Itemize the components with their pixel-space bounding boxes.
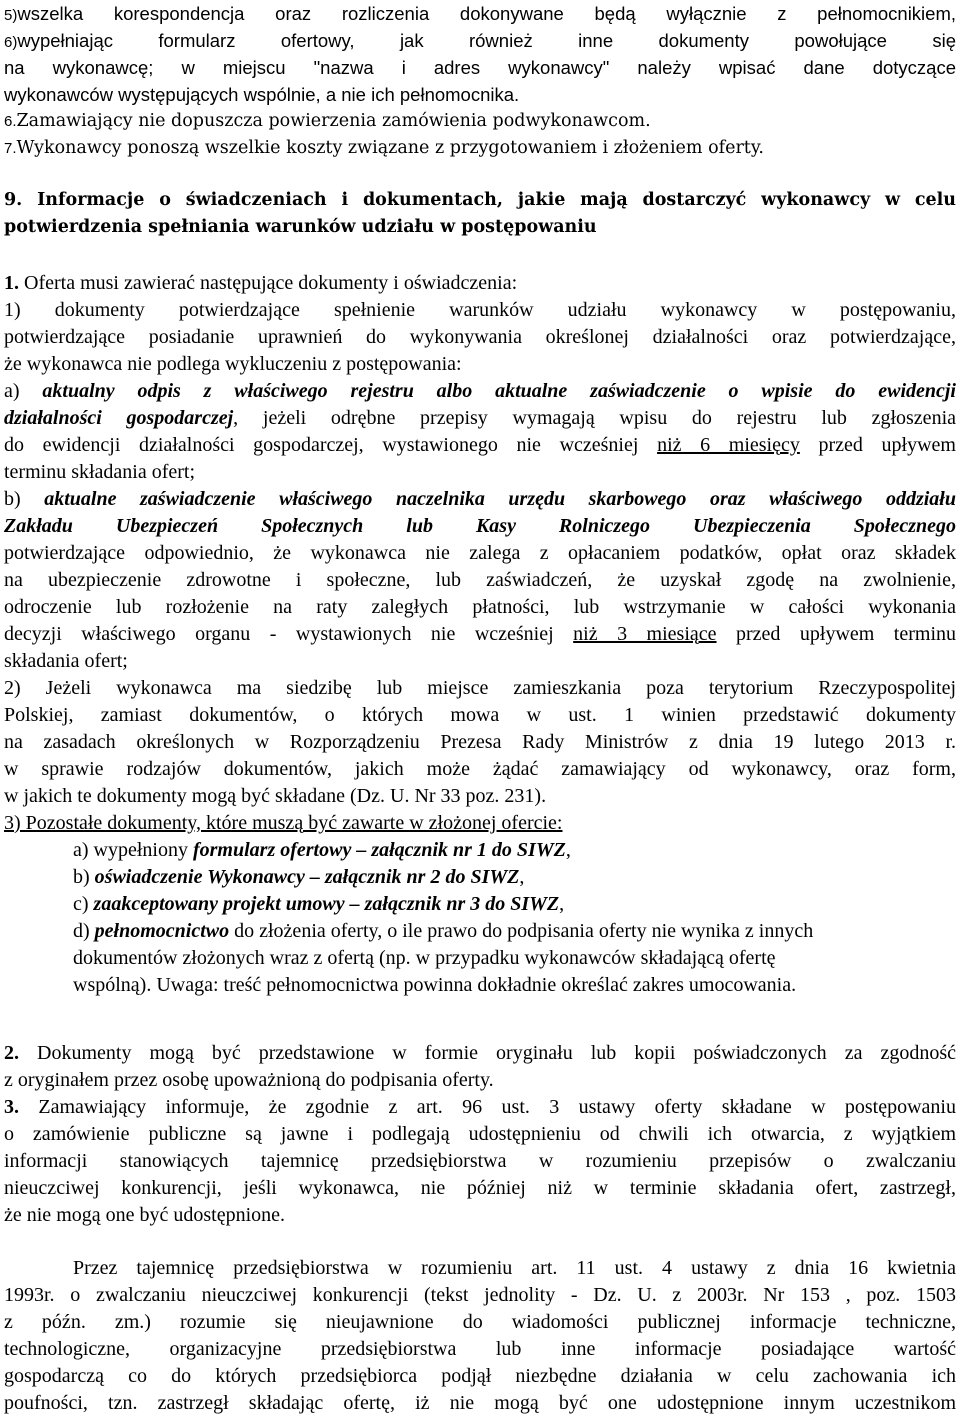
doc2-line-2: Polskiej, zamiast dokumentów, o których mowa w ust. 1 winien przedstawić dokumenty (4, 704, 956, 726)
trade-secret-paragraph (4, 1255, 956, 1417)
trade-secret-line-3: z późn. zm.) rozumie się nieujawnione do wiadomości publicznej informacje techniczne, (4, 1311, 956, 1333)
doc1-line-2: potwierdzające posiadanie uprawnień do wykonywania określonej działalności oraz potwierdzające, (4, 326, 956, 348)
intro-line-1: 5)wszelka korespondencja oraz rozliczenia dokonywane będą wyłącznie z pełnomocnikiem, (4, 3, 956, 24)
doc3-item-d-line-1: d) pełnomocnictwo do złożenia oferty, o ile prawo do podpisania oferty nie wynika z innych (73, 920, 814, 942)
intro-line-4: wykonawców występujących wspólnie, a nie ich pełnomocnika. (4, 84, 520, 105)
point-2-line-2: z oryginałem przez osobę upoważnioną do podpisania oferty. (4, 1069, 494, 1091)
trade-secret-line-2: 1993r. o zwalczaniu nieuczciwej konkurencji (tekst jednolity - Dz. U. z 2003r. Nr 153 , poz. 1503 (4, 1284, 956, 1306)
doc3-item-a: a) wypełniony formularz ofertowy – załącznik nr 1 do SIWZ, (73, 839, 571, 861)
doc3-item-c: c) zaakceptowany projekt umowy – załącznik nr 3 do SIWZ, (73, 893, 565, 915)
intro-line-2: 6)wypełniając formularz ofertowy, jak również inne dokumenty powołujące się (4, 30, 956, 51)
item-b-line-2: Zakładu Ubezpieczeń Społecznych lub Kasy Rolniczego Ubezpieczenia Społecznego (4, 515, 956, 537)
main-body (4, 270, 956, 999)
section-9-heading-line-1: 9. Informacje o świadczeniach i dokumentach, jakie mają dostarczyć wykonawcy w celu (4, 190, 956, 210)
point-3-line-5: że nie mogą one być udostępnione. (4, 1204, 286, 1226)
item-a-line-2: działalności gospodarczej, jeżeli odrębne przepisy wymagają wpisu do rejestru lub zgłoszenia (4, 407, 956, 429)
item-b-line-3: potwierdzające odpowiednio, że wykonawca nie zalega z opłacaniem podatków, opłat oraz składek (4, 542, 956, 564)
item-b-line-4: na ubezpieczenie zdrowotne i społeczne, lub zaświadczeń, że uzyskał zgodę na zwolnienie, (4, 569, 956, 591)
doc3-item-d-line-2: dokumentów złożonych wraz z ofertą (np. w przypadku wykonawców składającą ofertę (73, 947, 776, 969)
item-b-line-1: b) aktualne zaświadczenie właściwego naczelnika urzędu skarbowego oraz właściwego oddziału (4, 488, 956, 510)
trade-secret-line-6: poufności, tzn. zastrzegł składając ofertę, iż nie mogą być one udostępnione innym uczestnikom (4, 1392, 956, 1414)
doc3-item-b: b) oświadczenie Wykonawcy – załącznik nr 2 do SIWZ, (73, 866, 525, 888)
point-3 (4, 1094, 956, 1229)
point-3-line-4: nieuczciwej konkurencji, jeśli wykonawca, nie później niż w terminie składania ofert, zastrzegł, (4, 1177, 956, 1199)
item-b-line-5: odroczenie lub rozłożenie na raty zaległych płatności, lub wstrzymanie w całości wykonania (4, 596, 956, 618)
trade-secret-line-5: gospodarczą co do których przedsiębiorca podjął niezbędne działania w celu zachowania ich (4, 1365, 956, 1387)
trade-secret-line-1: Przez tajemnicę przedsiębiorstwa w rozumieniu art. 11 ust. 4 ustawy z dnia 16 kwietnia (73, 1257, 956, 1279)
doc3-item-d-line-3: wspólną). Uwaga: treść pełnomocnictwa powinna dokładnie określać zakres umocowania. (73, 974, 797, 996)
doc2-line-5: w jakich te dokumenty mogą być składane (Dz. U. Nr 33 poz. 231). (4, 785, 547, 807)
point-2 (4, 1040, 956, 1094)
intro-line-3: na wykonawcę; w miejscu "nazwa i adres wykonawcy" należy wpisać dane dotyczące (4, 57, 956, 78)
doc2-line-3: na zasadach określonych w Rozporządzeniu Prezesa Rady Ministrów z dnia 19 lutego 2013 r. (4, 731, 956, 753)
point-1-intro: 1. Oferta musi zawierać następujące dokumenty i oświadczenia: (4, 272, 518, 294)
item-a-line-1: a) aktualny odpis z właściwego rejestru albo aktualne zaświadczenie o wpisie do ewidencji (4, 380, 956, 402)
item-b-line-7: składania ofert; (4, 650, 128, 672)
doc3-heading: 3) Pozostałe dokumenty, które muszą być zawarte w złożonej ofercie: (4, 812, 563, 834)
item-b-line-6: decyzji właściwego organu - wystawionych nie wcześniej niż 3 miesiące przed upływem terminu (4, 623, 956, 645)
item-a-line-4: terminu składania ofert; (4, 461, 196, 483)
intro-block (4, 0, 956, 108)
intro-line-5: 6.Zamawiający nie dopuszcza powierzenia zamówienia podwykonawcom. (4, 111, 651, 131)
intro-line-6: 7.Wykonawcy ponoszą wszelkie koszty związane z przygotowaniem i złożeniem oferty. (4, 138, 764, 158)
doc2-line-4: w sprawie rodzajów dokumentów, jakich może żądać zamawiający od wykonawcy, oraz form, (4, 758, 956, 780)
point-3-line-3: informacji stanowiących tajemnicę przedsiębiorstwa w rozumieniu przepisów o zwalczaniu (4, 1150, 956, 1172)
point-2-line-1: 2. Dokumenty mogą być przedstawione w formie oryginału lub kopii poświadczonych za zgodność (4, 1042, 956, 1064)
intro-block-2 (4, 108, 956, 162)
doc1-line-3: że wykonawca nie podlega wykluczeniu z postępowania: (4, 353, 462, 375)
doc1-line-1: 1) dokumenty potwierdzające spełnienie warunków udziału wykonawcy w postępowaniu, (4, 299, 956, 321)
trade-secret-line-4: technologiczne, organizacyjne przedsiębiorstwa lub inne informacje posiadające wartość (4, 1338, 956, 1360)
section-9-heading-line-2: potwierdzenia spełniania warunków udziału w postępowaniu (4, 217, 597, 237)
section-9-heading (4, 187, 956, 241)
item-a-line-3: do ewidencji działalności gospodarczej, wystawionego nie wcześniej niż 6 miesięcy przed upływem (4, 434, 956, 456)
point-3-line-2: o zamówienie publiczne są jawne i podlegają udostępnieniu od chwili ich otwarcia, z wyjątkiem (4, 1123, 956, 1145)
doc2-line-1: 2) Jeżeli wykonawca ma siedzibę lub miejsce zamieszkania poza terytorium Rzeczypospolitej (4, 677, 956, 699)
point-3-line-1: 3. Zamawiający informuje, że zgodnie z art. 96 ust. 3 ustawy oferty składane w postępowaniu (4, 1096, 956, 1118)
